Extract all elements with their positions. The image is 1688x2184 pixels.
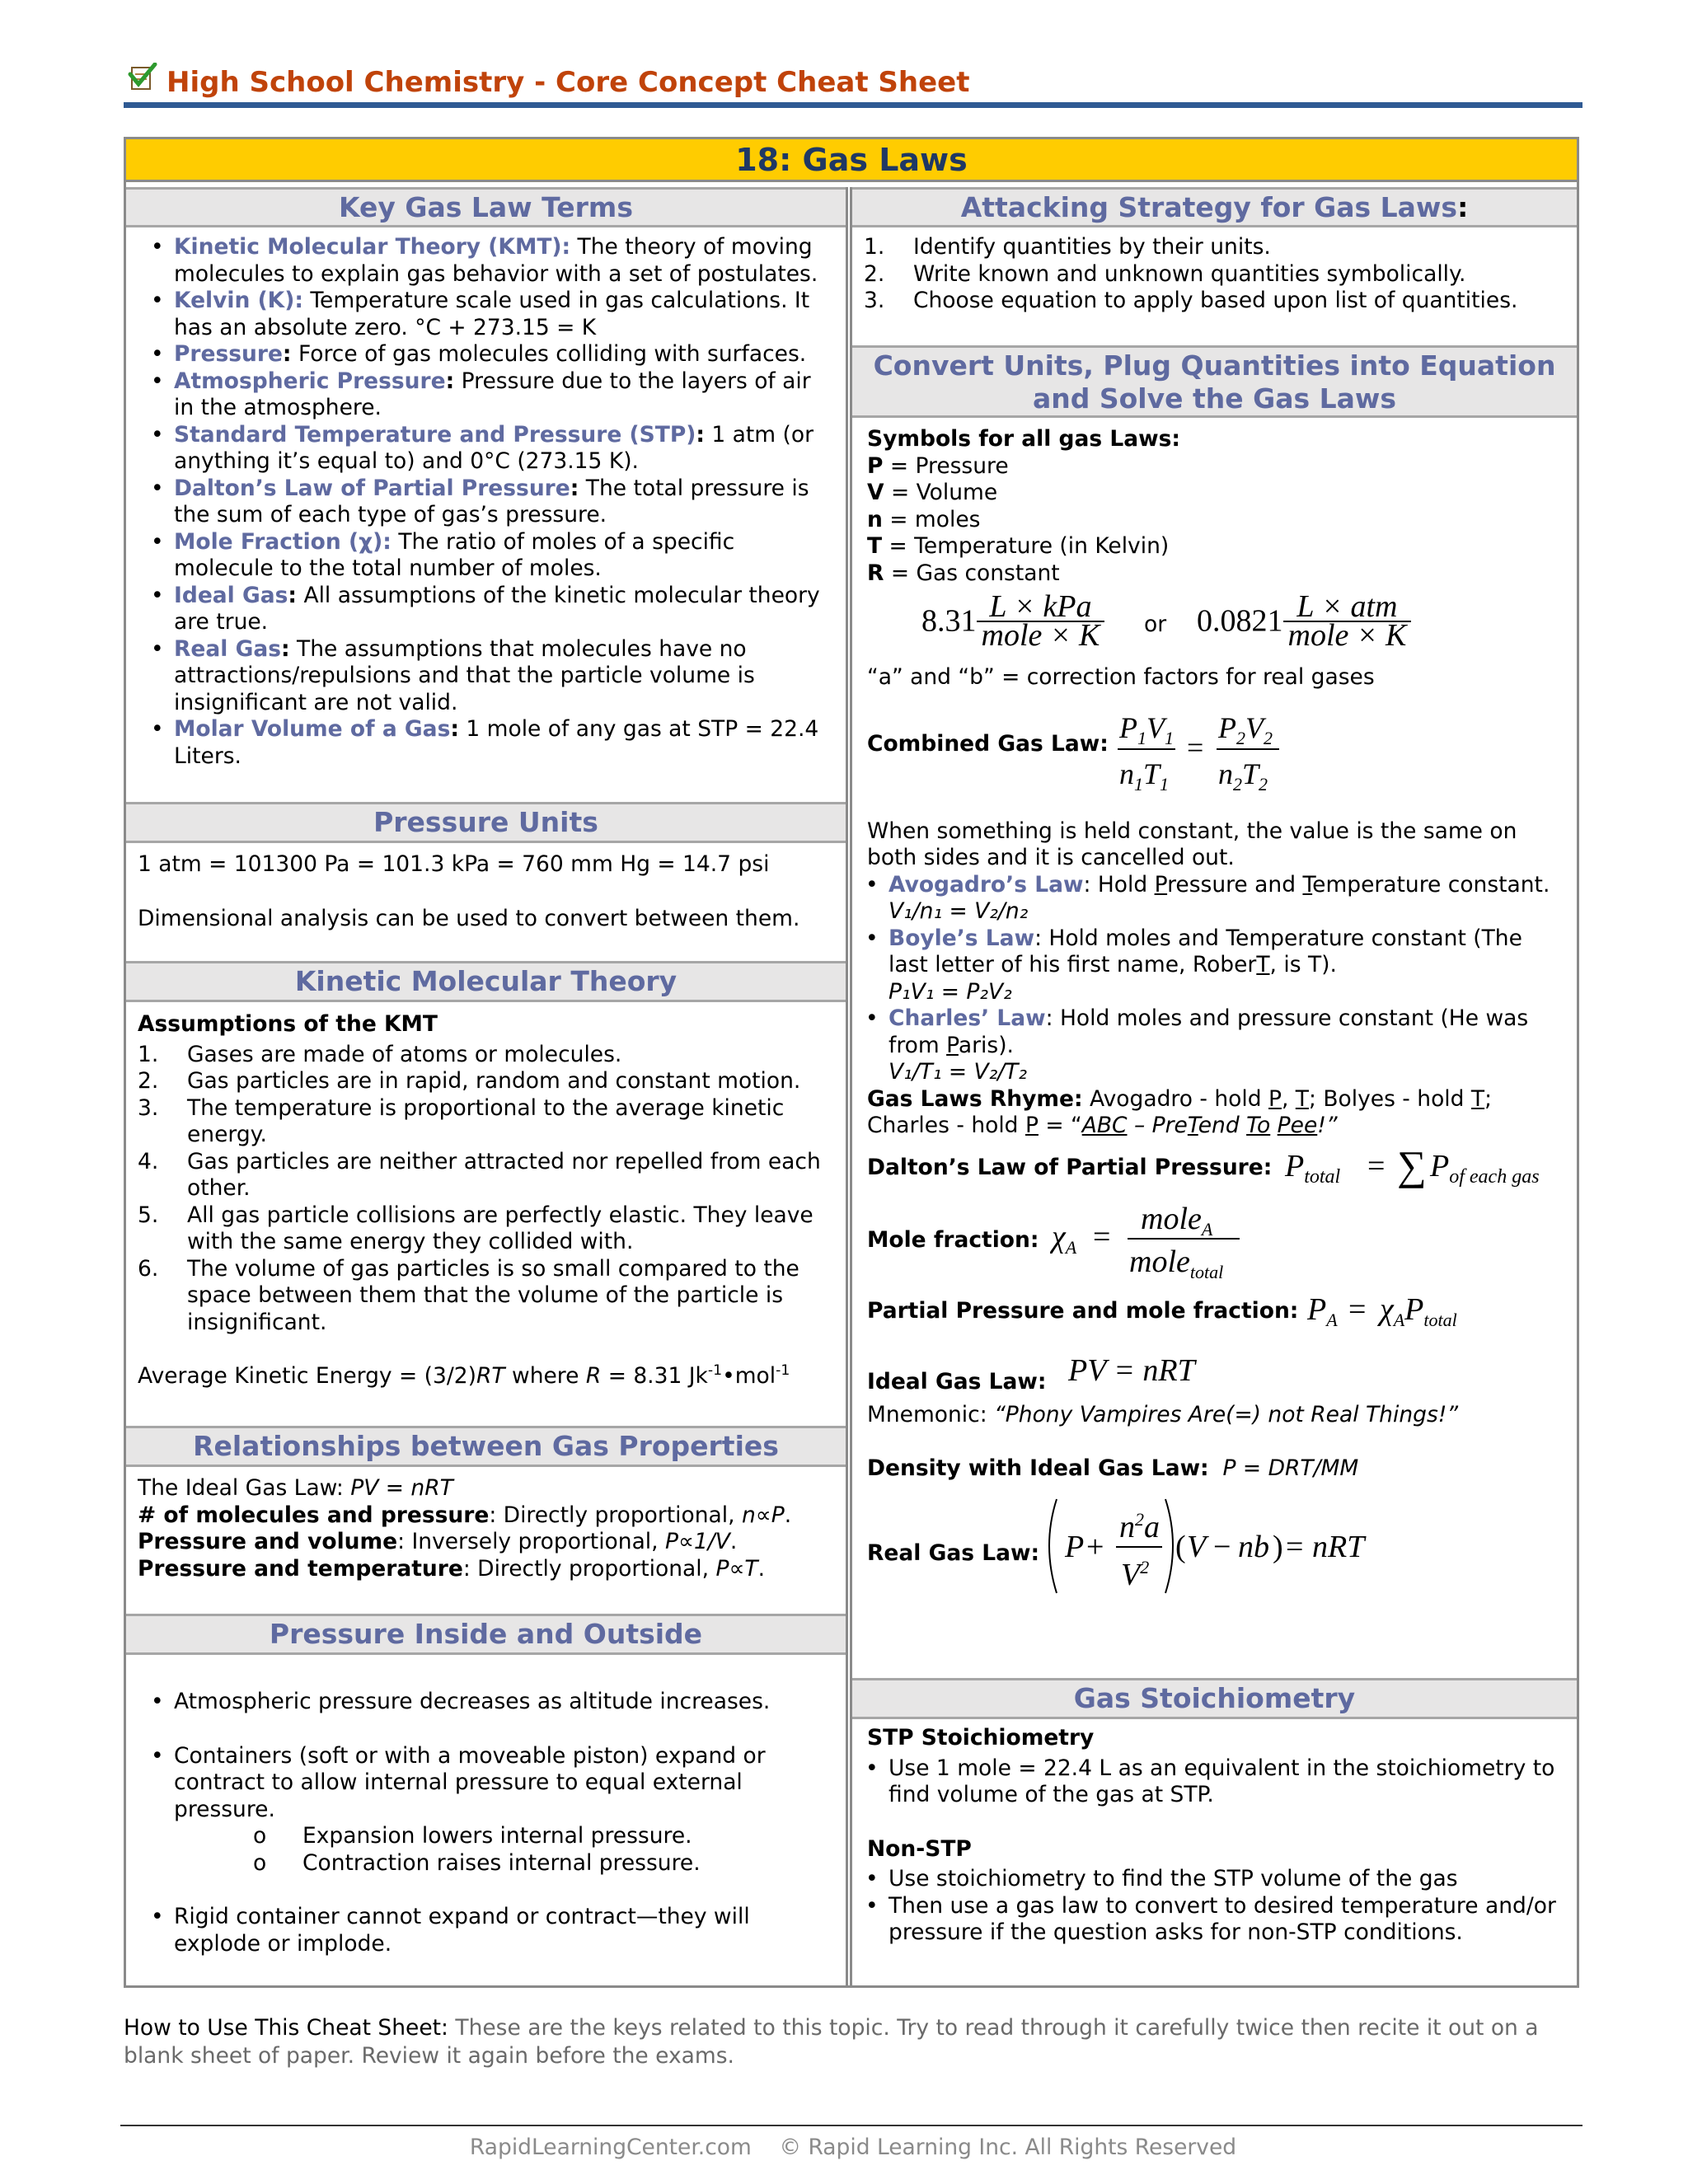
copyright: © Rapid Learning Inc. All Rights Reserved [779,2135,1237,2160]
boyle-law: • Boyle’s Law: Hold moles and Temperature constant (The last letter of his first name, RoberT, is T). P₁V₁ = P₂V₂ [852,926,1562,1006]
gas-laws-list [852,872,1562,1086]
svg-text:nb: nb [1238,1529,1269,1564]
gas-constant-kpa: 8.31 $\frac{\text{L × kPa}}{\text{mole × K}}$ [921,593,1104,649]
held-constant-note: When something is held constant, the value is the same on both sides and it is cancelled out. [867,818,1517,870]
charles-law: • Charles’ Law: Hold moles and pressure constant (He was from Paris). V₁/T₁ = V₂/T₂ [852,1005,1562,1086]
ideal-gas-law: Ideal Gas Law: PV = nRT [867,1352,1195,1394]
or-label: or [1144,612,1167,637]
gas-constant-values [867,590,1562,656]
partial-pressure-mole-fraction: Partial Pressure and mole fraction: $P_A$ = $\chi_AP_{total}$ [867,1286,1562,1336]
non-stp-title: Non-STP [867,1835,972,1862]
avogadro-law: • Avogadro’s Law: Hold Pressure and Temperature constant. V₁/n₁ = V₂/n₂ [852,872,1562,926]
list-item: • Use 1 mole = 22.4 L as an equivalent in the stoichiometry to find volume of the gas at STP. [852,1755,1562,1809]
symbol-definition: P = Pressure [867,452,1009,479]
topic-banner: 18: Gas Laws [126,139,1577,182]
convert-heading: Convert Units, Plug Quantities into Equation and Solve the Gas Laws [852,345,1577,418]
mole-fraction: Mole fraction: $\chi_A$ = mole$_A$ mole$_{total}$ [867,1199,1562,1282]
svg-text:moleA: mole$_A$ [1141,1201,1213,1240]
inside-outside-list [138,1904,834,1957]
key-term-item: • Dalton’s Law of Partial Pressure: The total pressure is the sum of each type of gas’s pressure. [138,476,826,529]
inside-outside-list [138,1743,834,1824]
strategy-list [864,234,1565,315]
kmt-subheading: Assumptions of the KMT [138,1011,438,1037]
sub-list-item: o Contraction raises internal pressure. [138,1850,834,1877]
stoichiometry-heading: Gas Stoichiometry [852,1678,1577,1719]
dalton-law: Dalton’s Law of Partial Pressure: $P_{total}$ = ∑ $P_{of each gas}$ [867,1143,1562,1193]
key-term-item: • Real Gas: The assumptions that molecules have no attractions/repulsions and that the particle volume is insignificant are not valid. [138,636,826,717]
svg-text:(: ( [1175,1529,1186,1564]
pressure-equivalence: 1 atm = 101300 Pa = 101.3 kPa = 760 mm Hg = 14.7 psi [138,851,770,877]
svg-text:n1T1: $n_1T_1$ [1119,757,1170,792]
svg-text:P: P [1065,1529,1085,1564]
strategy-step: 3. Choose equation to apply based upon list of quantities. [864,288,1518,313]
stp-title: STP Stoichiometry [867,1725,1095,1750]
key-term-item: • Standard Temperature and Pressure (STP): 1 atm (or anything it’s equal to) and 0°C (273.15 K). [138,422,826,476]
sub-list [138,1823,834,1877]
key-term-item: • Atmospheric Pressure: Pressure due to the layers of air in the atmosphere. [138,368,826,422]
key-term-item: • Mole Fraction (χ): The ratio of moles of a specific molecule to the total number of moles. [138,529,826,583]
partial-pressure-equation [1306,1286,1495,1336]
list-item: • Containers (soft or with a moveable piston) expand or contract to allow internal pressure to equal external pressure. [138,1743,834,1824]
relationship-row: # of molecules and pressure: Directly proportional, n∝P. [138,1502,792,1528]
svg-text:χA: $\chi_A$ [1052,1219,1077,1258]
kmt-body [126,1011,846,1390]
symbols-list [867,453,1562,588]
relationship-row: Pressure and volume: Inversely proportional, P∝1/V. [138,1529,738,1554]
relationship-rows [138,1502,834,1583]
combined-gas-law: Combined Gas Law: $P_1V_1$ $n_1T_1$ = $P_2V_2$ $n_2T_2$ [867,701,1562,794]
list-item: • Atmospheric pressure decreases as altitude increases. [138,1689,834,1716]
pressure-units-heading: Pressure Units [126,802,846,843]
svg-text:PA: $P_A$ [1307,1291,1338,1330]
kmt-assumption: 4. Gas particles are neither attracted nor repelled from each other. [138,1148,821,1201]
dalton-law-equation [1283,1143,1555,1193]
ideal-gas-law-equation: PV = nRT [1068,1352,1195,1388]
checkmark-document-icon [127,63,158,96]
page-title: High School Chemistry - Core Concept Cheat Sheet [166,66,970,99]
kmt-assumption: 1. Gases are made of atoms or molecules. [138,1041,622,1067]
symbol-definition: n = moles [867,506,981,532]
symbol-definition: T = Temperature (in Kelvin) [867,533,1170,559]
svg-text:χAPtotal: $\chi_AP_{total}$ [1380,1291,1457,1330]
list-item: • Rigid container cannot expand or contract—they will explode or implode. [138,1904,834,1957]
svg-text:nRT: nRT [1312,1529,1365,1564]
footer-credit [124,2135,1582,2160]
ideal-gas-mnemonic: Mnemonic: “Phony Vampires Are(=) not Real Things!” [867,1401,1459,1427]
strategy-step: 2. Write known and unknown quantities symbolically. [864,260,1466,287]
key-terms-list [138,234,826,770]
inside-outside-heading: Pressure Inside and Outside [126,1614,846,1655]
strategy-body [852,232,1577,316]
kmt-assumption: 5. All gas particle collisions are perfectly elastic. They leave with the same energy they collided with. [138,1202,814,1254]
average-kinetic-energy: Average Kinetic Energy = (3/2)RT where R = 8.31 $Jk^{-1}•mol^{-1}$ [138,1362,790,1389]
key-terms-heading: Key Gas Law Terms [126,187,846,227]
key-term-item: • Kelvin (K): Temperature scale used in gas calculations. It has an absolute zero. °C + 273.15 = K [138,288,826,341]
svg-text:P1V1: $P_1V_1$ [1119,710,1174,748]
svg-text:Ptotal: $P_{total}$ [1285,1148,1341,1188]
symbols-title: Symbols for all gas Laws: [867,426,1181,452]
key-terms-body [126,232,846,770]
key-term-item: • Ideal Gas: All assumptions of the kinetic molecular theory are true. [138,583,826,636]
ideal-gas-law-line: The Ideal Gas Law: PV = nRT [138,1475,453,1501]
inside-outside-body [126,1689,846,1957]
svg-text:−: − [1213,1529,1231,1564]
kmt-assumption: 6. The volume of gas particles is so small compared to the space between them that the volume of the particle is insignificant. [138,1255,799,1335]
relationships-heading: Relationships between Gas Properties [126,1426,846,1467]
svg-text:+: + [1086,1529,1104,1564]
gas-laws-rhyme: Gas Laws Rhyme: Avogadro - hold P, T; Bolyes - hold T; Charles - hold P = “ABC – PreTend To Pee!” [867,1085,1493,1138]
convert-body [852,426,1577,1600]
how-to-use-note: How to Use This Cheat Sheet: These are the keys related to this topic. Try to read through it carefully twice then recite it out on a blank sheet of paper. Review it again before the exams. [124,2015,1539,2069]
key-term-item: • Kinetic Molecular Theory (KMT): The theory of moving molecules to explain gas behavior with a set of postulates. [138,234,826,288]
cheat-sheet-frame [124,137,1579,1988]
svg-text:V2: $V^2$ [1121,1556,1150,1592]
symbol-definition: R = Gas constant [867,560,1060,586]
strategy-heading: Attacking Strategy for Gas Laws: [852,187,1577,227]
kmt-heading: Kinetic Molecular Theory [126,961,846,1002]
list-item: • Use stoichiometry to find the STP volume of the gas [852,1866,1562,1893]
real-gas-law: Real Gas Law: P + $n^2a$ $V^2$ ( V − nb ) = nRT [867,1493,1562,1600]
non-stp-list [852,1866,1562,1947]
relationship-row: Pressure and temperature: Directly proportional, P∝T. [138,1555,766,1582]
list-item: • Then use a gas law to convert to desired temperature and/or pressure if the question asks for non-STP conditions. [852,1893,1562,1947]
site-name: RapidLearningCenter.com [469,2135,752,2160]
pressure-units-body [126,851,846,932]
real-gas-law-equation [1040,1493,1411,1600]
svg-text:=: = [1367,1148,1386,1183]
right-column [852,187,1577,1985]
strategy-step: 1. Identify quantities by their units. [864,234,1271,260]
svg-text:n2a: $n^2a$ [1119,1508,1160,1544]
kmt-assumptions-list [138,1042,834,1337]
key-term-item: • Pressure: Force of gas molecules colliding with surfaces. [138,341,826,368]
kmt-assumption: 3. The temperature is proportional to the average kinetic energy. [138,1094,785,1147]
density-ideal-gas: Density with Ideal Gas Law: P = DRT/MM [867,1455,1359,1481]
inside-outside-list [138,1689,834,1716]
relationships-body [126,1475,846,1582]
column-divider [846,187,852,1985]
sub-list-item: o Expansion lowers internal pressure. [138,1823,834,1850]
mole-fraction-equation [1050,1199,1248,1282]
left-column [126,187,846,1985]
key-term-item: • Molar Volume of a Gas: 1 mole of any gas at STP = 22.4 Liters. [138,716,826,770]
svg-text:P2V2: $P_2V_2$ [1218,710,1273,748]
gas-constant-atm: 0.0821 $\frac{\text{L × atm}}{\text{mole × K}}$ [1197,593,1411,649]
svg-text:∑: ∑ [1397,1142,1427,1188]
svg-text:V: V [1187,1529,1207,1564]
svg-text:=: = [1348,1291,1367,1327]
correction-factors-note: “a” and “b” = correction factors for real gases [867,664,1375,690]
svg-text:Pof each gas: $P_{of each gas}$ [1430,1148,1540,1188]
kmt-assumption: 2. Gas particles are in rapid, random and constant motion. [138,1068,801,1094]
stp-list [852,1755,1562,1809]
svg-text:): ) [1273,1529,1283,1564]
dimensional-analysis-note: Dimensional analysis can be used to convert between them. [138,905,800,931]
svg-text:=: = [1286,1529,1304,1564]
combined-gas-law-equation [1114,701,1304,792]
stoichiometry-body [852,1725,1577,1947]
header-divider [124,102,1582,108]
svg-text:=: = [1093,1219,1111,1254]
footer-divider [120,2125,1582,2126]
svg-text:n2T2: $n_2T_2$ [1218,757,1268,792]
svg-text:moletotal: mole$_{total}$ [1129,1244,1224,1282]
symbol-definition: V = Volume [867,480,998,505]
svg-text:=: = [1187,730,1204,764]
